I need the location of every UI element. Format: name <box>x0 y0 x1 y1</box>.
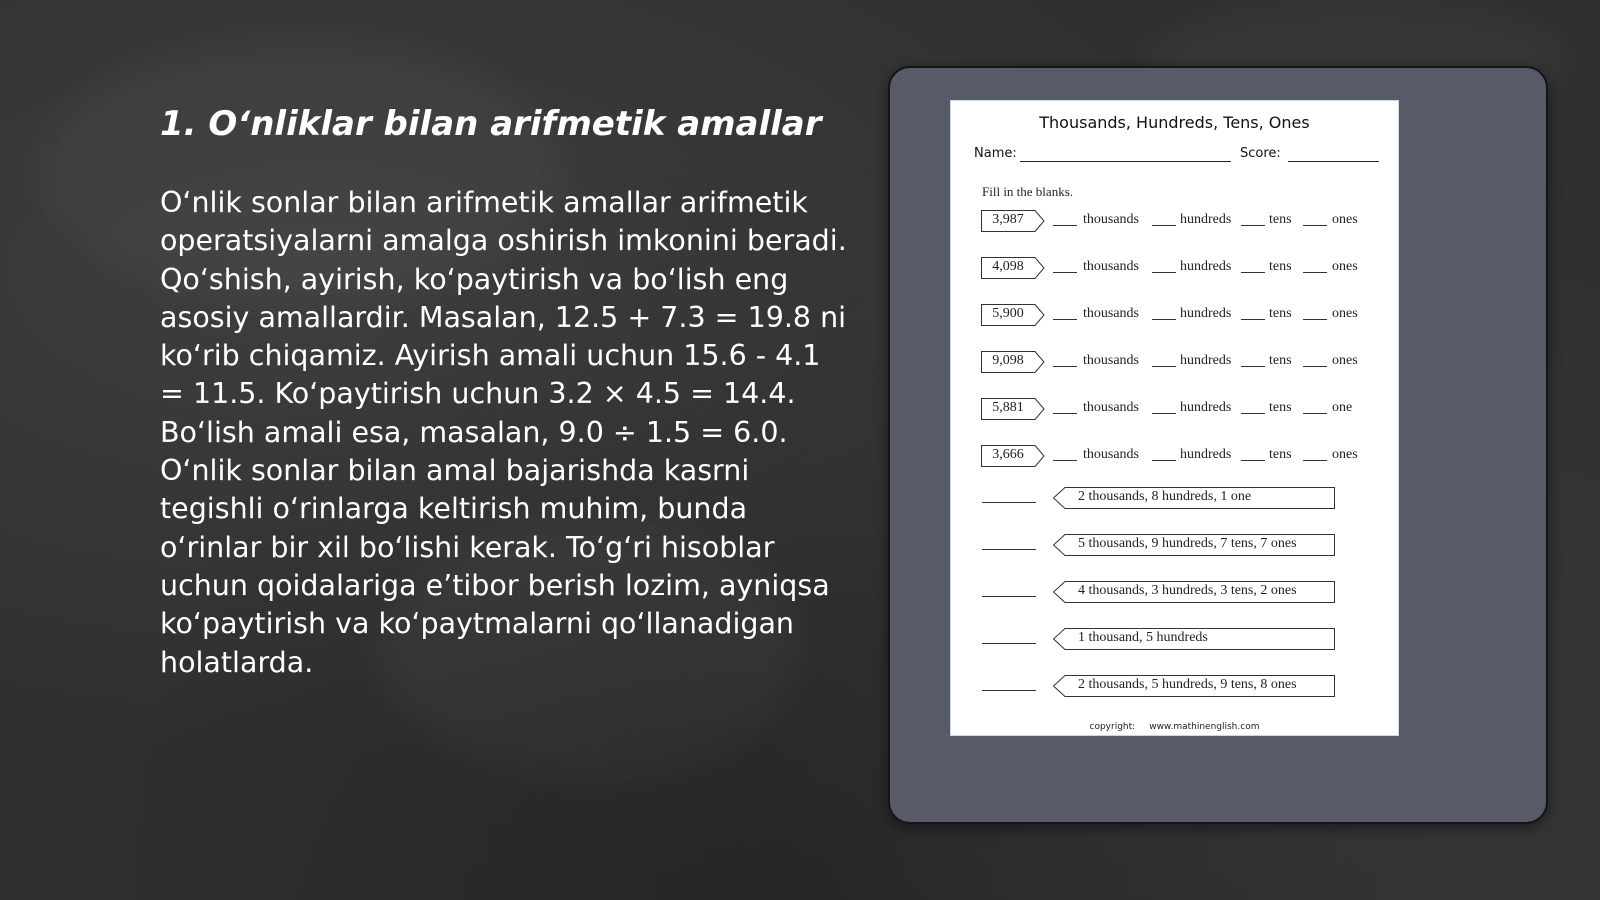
number-tag <box>981 398 1045 420</box>
answer-blank[interactable] <box>1152 460 1176 461</box>
answer-blank[interactable] <box>1152 225 1176 226</box>
number-row <box>951 257 1400 281</box>
unit-label: one <box>1332 400 1353 415</box>
answer-blank[interactable] <box>1241 413 1265 414</box>
number-tag <box>981 210 1045 232</box>
unit-label: tens <box>1269 400 1292 415</box>
copyright-url: www.mathinenglish.com <box>1149 722 1260 732</box>
number-row <box>951 445 1400 469</box>
answer-blank[interactable] <box>1241 319 1265 320</box>
description-box <box>1053 487 1335 509</box>
number-value: 3,666 <box>992 447 1024 462</box>
answer-blank[interactable] <box>1152 272 1176 273</box>
answer-blank[interactable] <box>1241 460 1265 461</box>
name-line <box>1020 161 1231 162</box>
number-row <box>951 210 1400 234</box>
answer-blank[interactable] <box>982 643 1036 644</box>
number-row <box>951 351 1400 375</box>
description-row <box>951 534 1400 558</box>
number-tag <box>981 445 1045 467</box>
unit-label: thousands <box>1083 212 1139 227</box>
description-text: 2 thousands, 8 hundreds, 1 one <box>1078 489 1252 504</box>
answer-blank[interactable] <box>1152 413 1176 414</box>
unit-label: ones <box>1332 447 1358 462</box>
answer-blank[interactable] <box>982 596 1036 597</box>
description-box <box>1053 675 1335 697</box>
number-value: 5,900 <box>992 306 1024 321</box>
worksheet-title: Thousands, Hundreds, Tens, Ones <box>1039 113 1310 132</box>
answer-blank[interactable] <box>1241 225 1265 226</box>
answer-blank[interactable] <box>1152 319 1176 320</box>
description-row <box>951 675 1400 699</box>
description-row <box>951 628 1400 652</box>
name-score-row <box>974 146 1379 166</box>
description-text: 1 thousand, 5 hundreds <box>1078 630 1208 645</box>
answer-blank[interactable] <box>1303 366 1327 367</box>
unit-label: hundreds <box>1180 306 1232 321</box>
answer-blank[interactable] <box>982 502 1036 503</box>
unit-label: ones <box>1332 306 1358 321</box>
answer-blank[interactable] <box>1053 366 1077 367</box>
answer-blank[interactable] <box>1053 272 1077 273</box>
description-text: 2 thousands, 5 hundreds, 9 tens, 8 ones <box>1078 677 1297 692</box>
unit-label: hundreds <box>1180 353 1232 368</box>
description-box <box>1053 628 1335 650</box>
unit-label: hundreds <box>1180 400 1232 415</box>
answer-blank[interactable] <box>1303 272 1327 273</box>
copyright-line <box>951 722 1398 732</box>
unit-label: hundreds <box>1180 259 1232 274</box>
number-tag <box>981 351 1045 373</box>
number-value: 5,881 <box>992 400 1024 415</box>
unit-label: tens <box>1269 447 1292 462</box>
number-tag <box>981 257 1045 279</box>
answer-blank[interactable] <box>1303 460 1327 461</box>
unit-label: tens <box>1269 306 1292 321</box>
number-row <box>951 398 1400 422</box>
answer-blank[interactable] <box>1303 413 1327 414</box>
unit-label: tens <box>1269 353 1292 368</box>
answer-blank[interactable] <box>982 549 1036 550</box>
unit-label: thousands <box>1083 447 1139 462</box>
unit-label: thousands <box>1083 259 1139 274</box>
worksheet-instruction: Fill in the blanks. <box>982 184 1073 199</box>
number-value: 4,098 <box>992 259 1024 274</box>
answer-blank[interactable] <box>1303 225 1327 226</box>
number-row <box>951 304 1400 328</box>
answer-blank[interactable] <box>1152 366 1176 367</box>
description-box <box>1053 581 1335 603</box>
description-row <box>951 581 1400 605</box>
worksheet-image <box>950 100 1399 736</box>
number-tag <box>981 304 1045 326</box>
unit-label: tens <box>1269 212 1292 227</box>
unit-label: thousands <box>1083 353 1139 368</box>
answer-blank[interactable] <box>1053 413 1077 414</box>
answer-blank[interactable] <box>982 690 1036 691</box>
unit-label: tens <box>1269 259 1292 274</box>
unit-label: ones <box>1332 259 1358 274</box>
description-text: 4 thousands, 3 hundreds, 3 tens, 2 ones <box>1078 583 1297 598</box>
unit-label: hundreds <box>1180 447 1232 462</box>
slide-title: 1. O‘nliklar bilan arifmetik amallar <box>160 104 822 144</box>
copyright-label: copyright: <box>1089 722 1136 732</box>
unit-label: ones <box>1332 212 1358 227</box>
score-line <box>1288 161 1379 162</box>
name-label: Name: <box>974 146 1017 161</box>
slide-body-text: O‘nlik sonlar bilan arifmetik amallar arifmetik operatsiyalarni amalga oshirish imkonini beradi. Qo‘shish, ayirish, ko‘paytirish va bo‘lish eng asosiy amallardir. Masalan, 12.5 + 7.3 = 19.8 ni ko‘rib chiqamiz. Ayirish amali uchun 15.6 - 4.1 = 11.5. Ko‘paytirish uchun 3.2 × 4.5 = 14.4. Bo‘lish amali esa, masalan, 9.0 ÷ 1.5 = 6.0. O‘nlik sonlar bilan amal bajarishda kasrni tegishli o‘rinlarga keltirish muhim, bunda o‘rinlar bir xil bo‘lishi kerak. To‘g‘ri hisoblar uchun qoidalariga e’tibor berish lozim, ayniqsa ko‘paytirish va ko‘paytmalarni qo‘llanadigan holatlarda. <box>160 186 847 679</box>
number-value: 9,098 <box>992 353 1024 368</box>
score-label: Score: <box>1240 146 1281 161</box>
answer-blank[interactable] <box>1241 366 1265 367</box>
answer-blank[interactable] <box>1053 460 1077 461</box>
answer-blank[interactable] <box>1053 225 1077 226</box>
description-box <box>1053 534 1335 556</box>
number-value: 3,987 <box>992 212 1024 227</box>
unit-label: thousands <box>1083 400 1139 415</box>
description-text: 5 thousands, 9 hundreds, 7 tens, 7 ones <box>1078 536 1297 551</box>
unit-label: ones <box>1332 353 1358 368</box>
unit-label: thousands <box>1083 306 1139 321</box>
description-row <box>951 487 1400 511</box>
answer-blank[interactable] <box>1053 319 1077 320</box>
unit-label: hundreds <box>1180 212 1232 227</box>
answer-blank[interactable] <box>1241 272 1265 273</box>
answer-blank[interactable] <box>1303 319 1327 320</box>
